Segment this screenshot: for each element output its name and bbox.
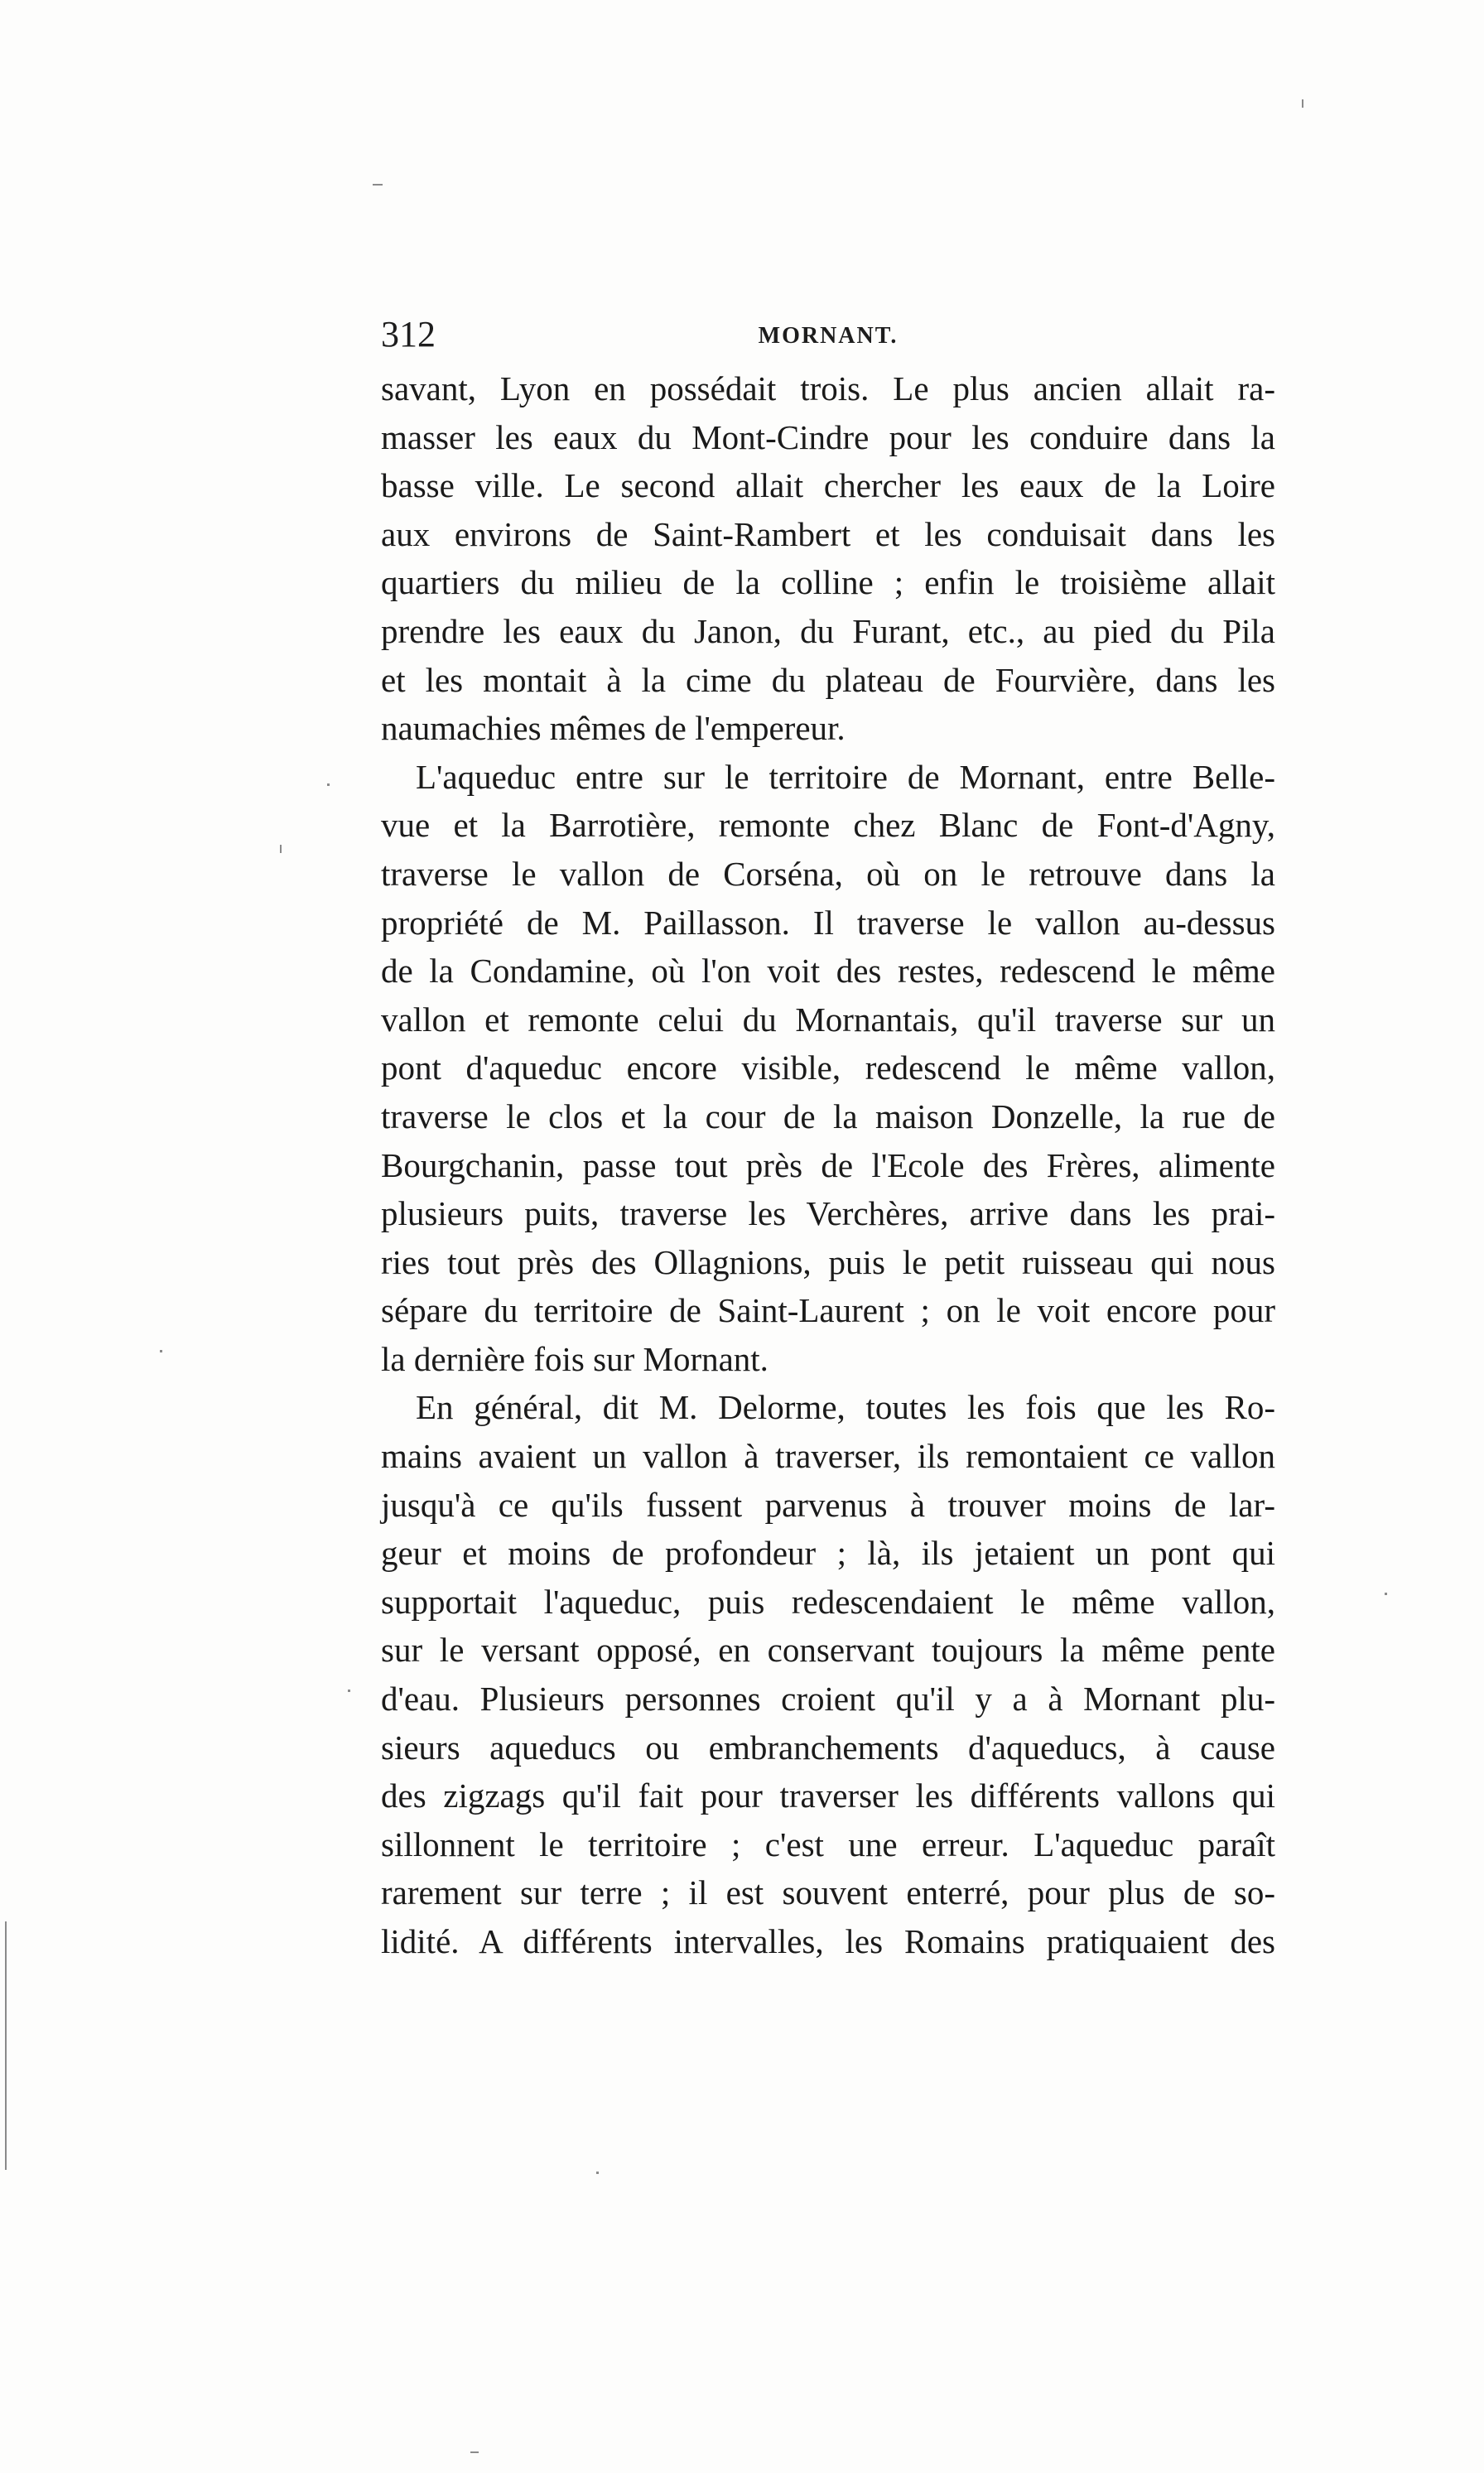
text-line: geur et moins de profondeur ; là, ils jetaient un pont qui — [381, 1534, 1275, 1573]
text-line: ries tout près des Ollagnions, puis le petit ruisseau qui nous — [381, 1242, 1275, 1281]
text-line: des zigzags qu'il fait pour traverser les différents vallons qui — [381, 1776, 1275, 1815]
scan-speck — [160, 1350, 162, 1352]
scan-speck — [327, 783, 330, 786]
text-line: mains avaient un vallon à traverser, ils remontaient ce vallon — [381, 1437, 1275, 1476]
text-line: basse ville. Le second allait chercher les eaux de la Loire — [381, 466, 1275, 505]
page-number: 312 — [381, 314, 436, 354]
text-line: quartiers du milieu de la colline ; enfin le troisième allait — [381, 563, 1275, 602]
text-line: sieurs aqueducs ou embranchements d'aqueducs, à cause — [381, 1728, 1275, 1767]
text-line: rarement sur terre ; il est souvent enterré, pour plus de so- — [381, 1873, 1275, 1912]
text-line: naumachies mêmes de l'empereur. — [381, 709, 846, 748]
scan-speck — [348, 1690, 350, 1692]
text-line: pont d'aqueduc encore visible, redescend le même vallon, — [381, 1048, 1275, 1087]
text-line: savant, Lyon en possédait trois. Le plus ancien allait ra- — [381, 369, 1275, 407]
text-line: lidité. A différents intervalles, les Romains pratiquaient des — [381, 1922, 1275, 1960]
scan-speck — [470, 2451, 479, 2453]
text-line: d'eau. Plusieurs personnes croient qu'il y a à Mornant plu- — [381, 1680, 1275, 1719]
text-line: vallon et remonte celui du Mornantais, qu'il traverse sur un — [381, 1000, 1275, 1039]
paragraph-3 — [381, 1383, 1275, 1965]
text-line: la dernière fois sur Mornant. — [381, 1339, 768, 1378]
text-line: sur le versant opposé, en conservant toujours la même pente — [381, 1631, 1275, 1670]
body-text — [381, 364, 1275, 1966]
scan-speck — [373, 184, 383, 186]
text-line: vue et la Barrotière, remonte chez Blanc de Font-d'Agny, — [381, 806, 1275, 845]
text-line: sépare du territoire de Saint-Laurent ; on le voit encore pour — [381, 1291, 1275, 1330]
page-header — [381, 313, 1275, 363]
text-line: traverse le vallon de Corséna, où on le retrouve dans la — [381, 854, 1275, 893]
text-line: jusqu'à ce qu'ils fussent parvenus à trouver moins de lar- — [381, 1485, 1275, 1524]
running-head: MORNANT. — [758, 323, 899, 349]
text-line: plusieurs puits, traverse les Verchères, arrive dans les prai- — [381, 1194, 1275, 1233]
paragraph-1 — [381, 364, 1275, 753]
scan-speck — [596, 2172, 599, 2174]
text-line: supportait l'aqueduc, puis redescendaient le même vallon, — [381, 1582, 1275, 1621]
text-line: Bourgchanin, passe tout près de l'Ecole des Frères, alimente — [381, 1145, 1275, 1184]
text-line: et les montait à la cime du plateau de Fourvière, dans les — [381, 660, 1275, 699]
scan-speck — [280, 845, 282, 853]
text-line: prendre les eaux du Janon, du Furant, etc., au pied du Pila — [381, 611, 1275, 650]
text-line: traverse le clos et la cour de la maison Donzelle, la rue de — [381, 1097, 1275, 1135]
paragraph-2 — [381, 753, 1275, 1384]
text-line: masser les eaux du Mont-Cindre pour les conduire dans la — [381, 417, 1275, 456]
text-line: propriété de M. Paillasson. Il traverse le vallon au-dessus — [381, 903, 1275, 942]
text-line: aux environs de Saint-Rambert et les conduisait dans les — [381, 514, 1275, 553]
scan-speck — [1385, 1593, 1387, 1595]
text-line: En général, dit M. Delorme, toutes les fois que les Ro- — [416, 1388, 1275, 1427]
text-line: sillonnent le territoire ; c'est une erreur. L'aqueduc paraît — [381, 1825, 1275, 1863]
text-line: L'aqueduc entre sur le territoire de Mornant, entre Belle- — [416, 757, 1275, 796]
text-line: de la Condamine, où l'on voit des restes, redescend le même — [381, 952, 1275, 991]
scan-speck — [5, 1921, 7, 2170]
scan-speck — [1302, 99, 1303, 108]
